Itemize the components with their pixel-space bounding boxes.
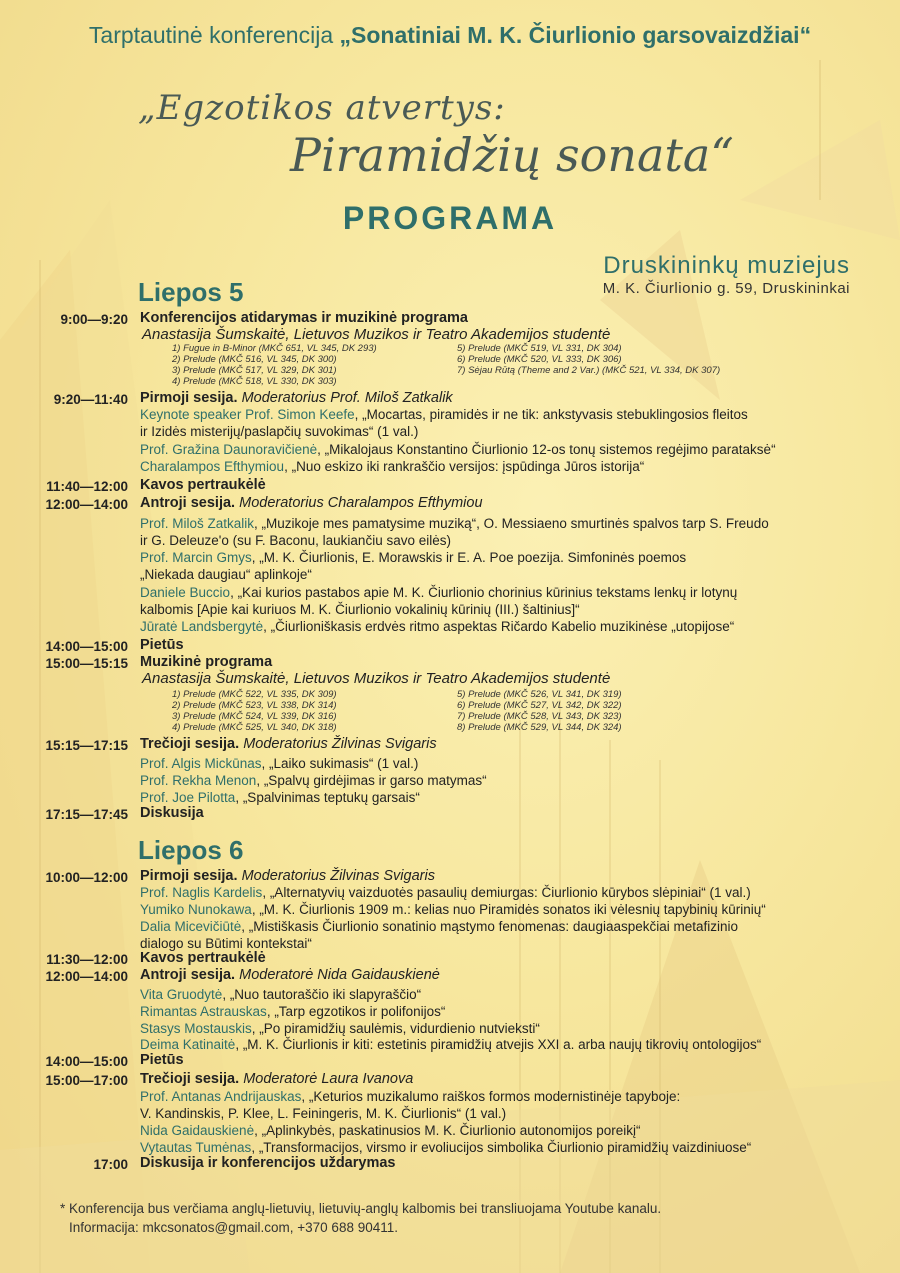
speaker: Vita Gruodytė (140, 987, 223, 1002)
piece-list-right (457, 343, 720, 376)
talk (140, 515, 769, 549)
talk-title-cont: dialogo su Būtimi kontekstai“ (140, 936, 312, 951)
talk-title: , „Aplinkybės, paskatinusios M. K. Čiurlionio autonomijos poreikį“ (254, 1123, 641, 1138)
speaker: Daniele Buccio (140, 585, 231, 600)
speaker: Prof. Joe Pilotta (140, 790, 236, 805)
session-title (140, 495, 483, 511)
piece: 5) Prelude (MKČ 526, VL 341, DK 319) (457, 689, 622, 700)
talk-title: , „Po piramidžių saulėmis, vidurdienio nutvieksti“ (251, 1021, 540, 1036)
talk-title: , „M. K. Čiurlionis ir kiti: estetinis piramidžių atvejis XXI a. arba naujų tikrovių ontologijos“ (235, 1037, 762, 1052)
performer: Anastasija Šumskaitė, Lietuvos Muzikos ir Teatro Akademijos studentė (142, 326, 611, 343)
session-name: Pirmoji sesija. (140, 390, 238, 406)
speaker: Jūratė Landsbergytė (140, 619, 264, 634)
lunch-title: Pietūs (140, 637, 184, 653)
talk-title: , „Mocartas, piramidės ir ne tik: ankstyvasis stebuklingosios fleitos (354, 407, 748, 422)
speaker: Charalampos Efthymiou (140, 459, 285, 474)
session-name: Trečioji sesija. (140, 736, 240, 752)
time: 11:30—12:00 (46, 952, 128, 967)
piece-list-left (172, 343, 377, 387)
talk-title: , „Čiurlioniškasis erdvės ritmo aspektas Ričardo Kabelio muzikinėse „utopijose“ (263, 619, 735, 634)
moderator: Moderatorė Nida Gaidauskienė (239, 967, 440, 983)
piece-list-left (172, 689, 337, 733)
speaker: Nida Gaidauskienė (140, 1123, 255, 1138)
piece: 6) Prelude (MKČ 527, VL 342, DK 322) (457, 700, 622, 711)
session-title (140, 1071, 413, 1087)
piece: 2) Prelude (MKČ 516, VL 345, DK 300) (172, 354, 337, 365)
footer-contact: Informacija: mkcsonatos@gmail.com, +370 688 90411. (69, 1220, 398, 1235)
session-title (140, 736, 437, 752)
talk (140, 1139, 751, 1156)
talk (140, 755, 418, 772)
talk-title: , „Tarp egzotikos ir polifonijos“ (266, 1004, 446, 1019)
subtitle-line2: Piramidžių sonata“ (290, 128, 734, 182)
talk (140, 406, 748, 440)
time: 9:00—9:20 (60, 312, 128, 327)
header-title: „Sonatiniai M. K. Čiurlionio garsovaizdžiai“ (339, 22, 812, 48)
talk-title: , „M. K. Čiurlionis, E. Morawskis ir E. A. Poe poezija. Simfoninės poemos (251, 550, 687, 565)
talk-title-cont: kalbomis [Apie kai kuriuos M. K. Čiurlionio vokalinių kūrinių (III.) šaltinius]“ (140, 602, 580, 617)
piece: 3) Prelude (MKČ 524, VL 339, DK 316) (172, 711, 337, 722)
speaker: Rimantas Astrauskas (140, 1004, 267, 1019)
talk (140, 986, 421, 1003)
speaker: Deima Katinaitė (140, 1037, 236, 1052)
talk-title: , „M. K. Čiurlionis 1909 m.: kelias nuo Piramidės sonatos iki vėlesnių tapybinių kūrinių“ (251, 902, 766, 917)
session-title (140, 967, 440, 983)
day2-label: Liepos 6 (138, 835, 244, 865)
moderator: Moderatorius Žilvinas Svigaris (241, 868, 435, 884)
piece: 4) Prelude (MKČ 518, VL 330, DK 303) (172, 376, 337, 387)
talk-title: , „Nuo tautoraščio iki slapyraščio“ (222, 987, 422, 1002)
moderator: Moderatorė Laura Ivanova (243, 1071, 414, 1087)
program-heading: PROGRAMA (342, 200, 558, 236)
speaker: Stasys Mostauskis (140, 1021, 252, 1036)
piece: 7) Sėjau Rūtą (Theme and 2 Var.) (MKČ 521, VL 334, DK 307) (457, 365, 721, 376)
moderator: Moderatorius Charalampos Efthymiou (239, 495, 483, 511)
talk-title: , „Mikalojaus Konstantino Čiurlionio 12-os tonų sistemos regėjimo parataksė“ (317, 442, 776, 457)
piece: 7) Prelude (MKČ 528, VL 343, DK 323) (457, 711, 622, 722)
talk (140, 884, 751, 901)
venue-block (500, 252, 850, 297)
session-name: Pirmoji sesija. (140, 868, 238, 884)
talk-title-cont: V. Kandinskis, P. Klee, L. Feiningeris, M. K. Čiurlionis“ (1 val.) (140, 1106, 507, 1121)
speaker: Dalia Micevičiūtė (140, 919, 242, 934)
session-title (140, 868, 435, 884)
talk (140, 618, 734, 635)
speaker: Yumiko Nunokawa (140, 902, 252, 917)
lunch-title: Pietūs (140, 1052, 184, 1068)
session-name: Trečioji sesija. (140, 1071, 240, 1087)
talk-title: , „Spalvų girdėjimas ir garso matymas“ (256, 773, 487, 788)
session-title (140, 390, 453, 406)
discussion-title: Diskusija (140, 805, 204, 821)
talk-title: , „Transformacijos, virsmo ir evoliucijos simbolika Čiurlionio piramidžių vaizdiniuose“ (251, 1140, 752, 1155)
speaker: Prof. Gražina Daunoravičienė (140, 442, 318, 457)
time: 14:00—15:00 (45, 1054, 128, 1069)
speaker: Vytautas Tumėnas (140, 1140, 252, 1155)
header-prefix: Tarptautinė konferencija (88, 22, 340, 48)
moderator: Moderatorius Prof. Miloš Zatkalik (241, 390, 453, 406)
day1-label: Liepos 5 (138, 277, 244, 307)
talk (140, 1003, 445, 1020)
session-name: Antroji sesija. (140, 495, 236, 511)
footer-line1: * Konferencija bus verčiama anglų-lietuvių, lietuvių-anglų kalbomis bei transliuojama Youtube kanalu. (60, 1201, 662, 1216)
time: 14:00—15:00 (45, 639, 128, 654)
talk (140, 1020, 540, 1037)
footer-note (60, 1199, 661, 1237)
talk (140, 772, 487, 789)
talk (140, 458, 644, 475)
time: 15:00—17:00 (45, 1073, 128, 1088)
speaker: Keynote speaker Prof. Simon Keefe (140, 407, 355, 422)
moderator: Moderatorius Žilvinas Svigaris (243, 736, 437, 752)
performer: Anastasija Šumskaitė, Lietuvos Muzikos ir Teatro Akademijos studentė (142, 670, 611, 687)
speaker: Prof. Algis Mickūnas (140, 756, 262, 771)
time: 11:40—12:00 (46, 479, 128, 494)
piece: 1) Prelude (MKČ 522, VL 335, DK 309) (172, 689, 337, 700)
subtitle-line1: „Egzotikos atvertys: (138, 88, 506, 128)
talk-title-cont: ir G. Deleuze'o (su F. Baconu, laukiančiu savo eilės) (140, 533, 451, 548)
piece-list-right (457, 689, 622, 733)
talk-title: , „Nuo eskizo iki rankraščio versijos: įspūdinga Jūros istorija“ (284, 459, 645, 474)
speaker: Prof. Antanas Andrijauskas (140, 1089, 302, 1104)
session-name: Antroji sesija. (140, 967, 236, 983)
talk-title: , „Muzikoje mes pamatysime muziką“, O. Messiaeno smurtinės spalvos tarp S. Freudo (254, 516, 769, 531)
closing-title: Diskusija ir konferencijos uždarymas (140, 1155, 396, 1171)
break-title: Kavos pertraukėlė (140, 477, 266, 493)
session-title: Konferencijos atidarymas ir muzikinė programa (140, 310, 468, 326)
talk-title: , „Spalvinimas teptukų garsais“ (235, 790, 420, 805)
speaker: Prof. Rekha Menon (140, 773, 257, 788)
talk (140, 789, 420, 806)
piece: 6) Prelude (MKČ 520, VL 333, DK 306) (457, 354, 622, 365)
time: 17:15—17:45 (45, 807, 128, 822)
piece: 8) Prelude (MKČ 529, VL 344, DK 324) (457, 722, 622, 733)
talk (140, 549, 686, 583)
time: 12:00—14:00 (45, 969, 128, 984)
speaker: Prof. Miloš Zatkalik (140, 516, 255, 531)
break-title: Kavos pertraukėlė (140, 950, 266, 966)
piece: 4) Prelude (MKČ 525, VL 340, DK 318) (172, 722, 337, 733)
talk-title: , „Laiko sukimasis“ (1 val.) (261, 756, 419, 771)
talk-title: , „Kai kurios pastabos apie M. K. Čiurlionio chorinius kūrinius tekstams lenkų ir lotynų (230, 585, 738, 600)
talk-title: , „Alternatyvių vaizduotės pasaulių demiurgas: Čiurlionio kūrybos slėpiniai“ (1 val.) (262, 885, 751, 900)
time: 12:00—14:00 (45, 497, 128, 512)
time: 15:00—15:15 (45, 656, 128, 671)
conference-header (0, 22, 900, 49)
time: 9:20—11:40 (53, 392, 128, 407)
time: 15:15—17:15 (45, 738, 128, 753)
piece: 3) Prelude (MKČ 517, VL 329, DK 301) (172, 365, 337, 376)
talk (140, 441, 776, 458)
talk (140, 1036, 761, 1053)
talk-title-cont: „Niekada daugiau“ aplinkoje“ (140, 567, 312, 582)
talk-title: , „Keturios muzikalumo raiškos formos modernistinėje tapyboje: (301, 1089, 681, 1104)
talk (140, 1122, 641, 1139)
piece: 5) Prelude (MKČ 519, VL 331, DK 304) (457, 343, 622, 354)
talk (140, 901, 766, 918)
speaker: Prof. Naglis Kardelis (140, 885, 263, 900)
speaker: Prof. Marcin Gmys (140, 550, 252, 565)
time: 10:00—12:00 (45, 870, 128, 885)
piece: 2) Prelude (MKČ 523, VL 338, DK 314) (172, 700, 337, 711)
talk (140, 1088, 680, 1122)
time: 17:00 (93, 1157, 128, 1172)
talk (140, 584, 737, 618)
talk-title: , „Mistiškasis Čiurlionio sonatinio mąstymo fenomenas: daugiaaspekčiai metafizinio (241, 919, 739, 934)
talk-title-cont: ir Izidės misterijų/paslapčių suvokimas“ (1 val.) (140, 424, 419, 439)
venue-name: Druskininkų muziejus (603, 252, 850, 279)
talk (140, 918, 738, 952)
piece: 1) Fugue in B-Minor (MKČ 651, VL 345, DK 293) (172, 343, 377, 354)
session-title: Muzikinė programa (140, 654, 273, 670)
venue-address: M. K. Čiurlionio g. 59, Druskininkai (602, 280, 850, 297)
